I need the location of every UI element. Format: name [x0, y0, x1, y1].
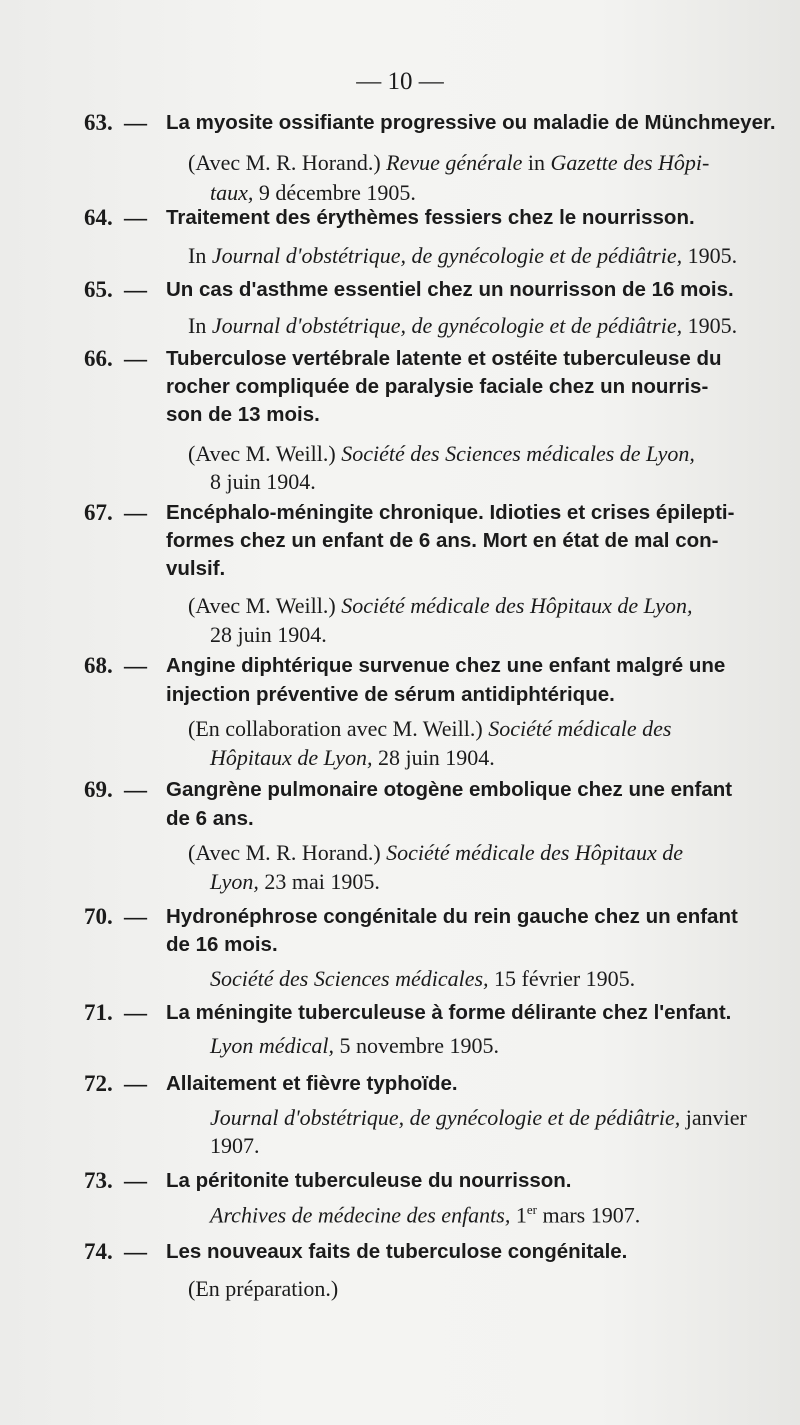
entry-reference-line [188, 593, 692, 619]
entry-title-line: rocher compliquée de paralysie faciale chez un nourris- [166, 375, 709, 398]
entry-title-line: Angine diphtérique survenue chez une enfant malgré une [166, 654, 726, 677]
entry-title-line: formes chez un enfant de 6 ans. Mort en état de mal con- [166, 529, 719, 552]
entry-title-line: de 6 ans. [166, 807, 254, 830]
entry-dash: — [124, 1000, 147, 1025]
entry-dash: — [124, 1168, 147, 1193]
reference-source-italic: Société médicale des Hôpitaux de [386, 840, 684, 865]
reference-date: janvier [680, 1105, 747, 1130]
entry-title-line: son de 13 mois. [166, 403, 320, 426]
reference-source-italic: Gazette des Hôpi- [550, 150, 710, 175]
reference-source-italic: Journal d'obstétrique, de gynécologie et de pédiâtrie, [211, 243, 683, 268]
entry-reference-line [188, 441, 695, 467]
page-number: — 10 — [356, 68, 444, 95]
entry-reference-line [188, 840, 683, 866]
entry-title-line: Un cas d'asthme essentiel chez un nourrisson de 16 mois. [166, 278, 734, 301]
reference-source-italic: Lyon, [210, 869, 259, 894]
reference-text: 28 juin 1904. [210, 622, 327, 647]
reference-text: 1907. [210, 1133, 260, 1158]
entry-dash: — [124, 500, 147, 525]
reference-source-italic: Société médicale des [488, 716, 672, 741]
entry-reference-line [188, 243, 737, 269]
entry-reference-line [210, 966, 635, 992]
entry-reference-line [188, 150, 709, 176]
entry-reference-line [188, 716, 672, 742]
reference-date: 9 décembre 1905. [253, 180, 416, 205]
entry-reference-line [210, 1133, 260, 1159]
entry-dash: — [124, 1071, 147, 1096]
reference-date: 5 novembre 1905. [334, 1033, 499, 1058]
entry-number: 67. [84, 500, 113, 525]
entry-number: 64. [84, 205, 113, 230]
entry-number: 72. [84, 1071, 113, 1096]
entry-reference-line [210, 1033, 499, 1059]
entry-dash: — [124, 777, 147, 802]
entry-title-line: Encéphalo-méningite chronique. Idioties et crises épilepti- [166, 501, 735, 524]
entry-number: 71. [84, 1000, 113, 1025]
reference-source-italic: Archives de médecine des enfants, [210, 1202, 511, 1228]
entry-title-line: La méningite tuberculeuse à forme délirante chez l'enfant. [166, 1001, 732, 1024]
entry-title-line: Tuberculose vertébrale latente et ostéite tuberculeuse du [166, 347, 722, 370]
reference-text: (Avec M. Weill.) [188, 593, 342, 618]
reference-text: (Avec M. R. Horand.) [188, 840, 387, 865]
reference-text: In [188, 243, 212, 268]
reference-date: 1905. [682, 243, 738, 268]
entry-title-line: Hydronéphrose congénitale du rein gauche chez un enfant [166, 905, 738, 928]
reference-date: in [522, 150, 551, 175]
reference-source-italic: Revue générale [386, 150, 523, 175]
entry-title-line: injection préventive de sérum antidiphtérique. [166, 683, 615, 706]
entry-number: 70. [84, 904, 113, 929]
reference-date: 1905. [682, 313, 738, 338]
entry-dash: — [124, 1239, 147, 1264]
reference-text: 8 juin 1904. [210, 469, 316, 494]
reference-source-italic: Société des Sciences médicales, [210, 966, 489, 991]
entry-dash: — [124, 277, 147, 302]
entry-title-line: de 16 mois. [166, 933, 278, 956]
reference-source-italic: Journal d'obstétrique, de gynécologie et de pédiâtrie, [210, 1105, 681, 1130]
entry-title-line: Traitement des érythèmes fessiers chez le nourrisson. [166, 206, 695, 229]
reference-source-italic: Société des Sciences médicales de Lyon, [341, 441, 695, 466]
reference-date: 23 mai 1905. [258, 869, 380, 894]
reference-text: (Avec M. Weill.) [188, 441, 342, 466]
reference-text: (En collaboration avec M. Weill.) [188, 716, 489, 741]
reference-source-italic: Hôpitaux de Lyon, [210, 745, 373, 770]
entry-dash: — [124, 110, 147, 135]
entry-title-line: Gangrène pulmonaire otogène embolique chez une enfant [166, 778, 733, 801]
reference-date: 1 [510, 1202, 527, 1228]
entry-dash: — [124, 653, 147, 678]
entry-title-line: La myosite ossifiante progressive ou maladie de Münchmeyer. [166, 111, 776, 134]
entry-title-line: Les nouveaux faits de tuberculose congénitale. [166, 1240, 628, 1263]
entry-reference-line [210, 745, 495, 771]
entry-number: 68. [84, 653, 113, 678]
reference-date: mars 1907. [536, 1202, 641, 1228]
reference-text: (Avec M. R. Horand.) [188, 150, 387, 175]
reference-source-italic: taux, [210, 180, 254, 205]
entry-number: 69. [84, 777, 113, 802]
entry-title-line: La péritonite tuberculeuse du nourrisson. [166, 1169, 572, 1192]
entry-number: 73. [84, 1168, 113, 1193]
entry-number: 63. [84, 110, 113, 135]
ordinal-superscript: er [526, 1202, 537, 1217]
entry-number: 66. [84, 346, 113, 371]
entry-reference-line [210, 1105, 747, 1131]
entry-dash: — [124, 904, 147, 929]
entry-reference-line [210, 469, 316, 495]
entry-dash: — [124, 346, 147, 371]
entry-number: 65. [84, 277, 113, 302]
entry-reference-line [210, 622, 327, 648]
entry-title-line: vulsif. [166, 557, 226, 580]
reference-text: In [188, 313, 212, 338]
entry-reference-line [210, 180, 416, 206]
reference-text: (En préparation.) [188, 1276, 339, 1301]
reference-date: 28 juin 1904. [372, 745, 495, 770]
entry-reference-line [188, 313, 737, 339]
entry-number: 74. [84, 1239, 113, 1264]
reference-date: 15 février 1905. [488, 966, 636, 991]
reference-source-italic: Société médicale des Hôpitaux de Lyon, [341, 593, 693, 618]
entry-reference-line [188, 1276, 338, 1302]
entry-reference-line [210, 1202, 640, 1228]
entry-title-line: Allaitement et fièvre typhoïde. [166, 1072, 458, 1095]
entry-reference-line [210, 869, 380, 895]
reference-source-italic: Journal d'obstétrique, de gynécologie et de pédiâtrie, [211, 313, 683, 338]
reference-source-italic: Lyon médical, [210, 1033, 334, 1058]
entry-dash: — [124, 205, 147, 230]
